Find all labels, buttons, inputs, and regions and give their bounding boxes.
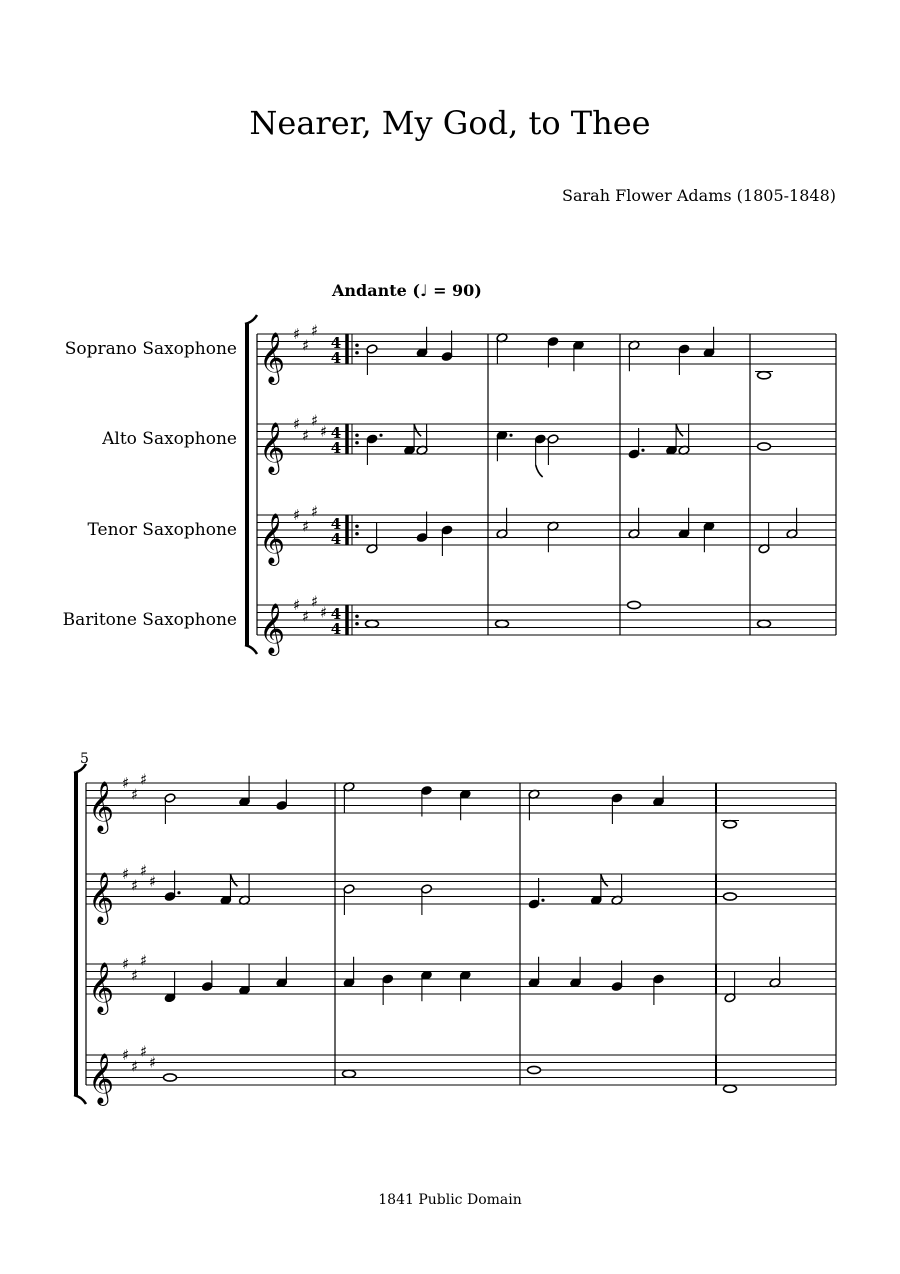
key-sharp: ♯ [140, 861, 148, 880]
dot [177, 891, 180, 894]
key-sharp: ♯ [293, 506, 301, 524]
part-name-alto: Alto Saxophone [102, 429, 237, 449]
tempo-marking: Andante (♩ = 90) [332, 281, 482, 300]
bracket-bottom-hook [74, 1095, 86, 1104]
key-sharp: ♯ [311, 502, 319, 521]
key-sharp: ♯ [140, 770, 148, 789]
repeat-dot [355, 524, 359, 528]
key-sharp: ♯ [131, 876, 139, 895]
note-head [758, 620, 771, 627]
note-flag [414, 424, 421, 436]
time-signature-top: 4 [330, 515, 342, 533]
note-head [366, 620, 379, 627]
note-flag [676, 424, 683, 436]
key-sharp: ♯ [131, 966, 139, 985]
key-sharp: ♯ [122, 865, 130, 883]
note-head [343, 1070, 356, 1077]
repeat-dot [355, 343, 359, 347]
key-sharp: ♯ [320, 422, 328, 441]
repeat-dot [355, 441, 359, 445]
repeat-dot [355, 351, 359, 355]
treble-clef: 𝄞 [88, 962, 115, 1013]
time-signature-top: 4 [330, 424, 342, 442]
key-sharp: ♯ [320, 603, 328, 622]
key-sharp: ♯ [293, 415, 301, 433]
key-sharp: ♯ [149, 1053, 157, 1072]
treble-clef: 𝄞 [88, 872, 115, 923]
key-sharp: ♯ [131, 1057, 139, 1076]
key-sharp: ♯ [131, 785, 139, 804]
note-flag [230, 874, 237, 886]
bracket-bottom-hook [245, 645, 257, 654]
note-head [724, 893, 737, 900]
note-head [496, 620, 509, 627]
composer-credit: Sarah Flower Adams (1805-1848) [562, 186, 836, 205]
time-signature-bottom: 4 [330, 530, 342, 548]
dot [541, 899, 544, 902]
key-sharp: ♯ [122, 774, 130, 792]
bracket-top-hook [245, 315, 257, 324]
time-signature-bottom: 4 [330, 620, 342, 638]
note-flag [536, 465, 543, 477]
key-sharp: ♯ [311, 321, 319, 340]
note-head [164, 1074, 177, 1081]
key-sharp: ♯ [122, 955, 130, 973]
part-name-tenor: Tenor Saxophone [87, 520, 237, 540]
key-sharp: ♯ [311, 411, 319, 430]
dot [379, 434, 382, 437]
measure-number: 5 [80, 751, 89, 767]
note-head [528, 1066, 541, 1073]
key-sharp: ♯ [302, 607, 310, 626]
key-sharp: ♯ [140, 1042, 148, 1061]
key-sharp: ♯ [302, 426, 310, 445]
note-head [758, 372, 771, 379]
bracket-top-hook [74, 764, 86, 773]
part-name-baritone: Baritone Saxophone [62, 610, 237, 630]
dot [641, 449, 644, 452]
key-sharp: ♯ [293, 596, 301, 614]
note-head [628, 601, 641, 608]
repeat-dot [355, 532, 359, 536]
key-sharp: ♯ [311, 592, 319, 611]
treble-clef: 𝄞 [88, 1053, 115, 1104]
note-head [724, 821, 737, 828]
key-sharp: ♯ [302, 336, 310, 355]
treble-clef: 𝄞 [259, 332, 286, 383]
key-sharp: ♯ [122, 1046, 130, 1064]
time-signature-bottom: 4 [330, 439, 342, 457]
repeat-dot [355, 614, 359, 618]
part-name-soprano: Soprano Saxophone [64, 339, 237, 359]
key-sharp: ♯ [302, 517, 310, 536]
note-flag [601, 874, 608, 886]
note-head [724, 1085, 737, 1092]
key-sharp: ♯ [293, 325, 301, 343]
copyright-footer: 1841 Public Domain [378, 1192, 522, 1208]
dot [509, 434, 512, 437]
time-signature-top: 4 [330, 605, 342, 623]
time-signature-bottom: 4 [330, 349, 342, 367]
key-sharp: ♯ [140, 951, 148, 970]
score-title: Nearer, My God, to Thee [249, 104, 651, 142]
repeat-dot [355, 622, 359, 626]
treble-clef: 𝄞 [259, 513, 286, 564]
time-signature-top: 4 [330, 334, 342, 352]
treble-clef: 𝄞 [88, 781, 115, 832]
repeat-dot [355, 433, 359, 437]
treble-clef: 𝄞 [259, 603, 286, 654]
treble-clef: 𝄞 [259, 422, 286, 473]
note-head [758, 443, 771, 450]
key-sharp: ♯ [149, 872, 157, 891]
